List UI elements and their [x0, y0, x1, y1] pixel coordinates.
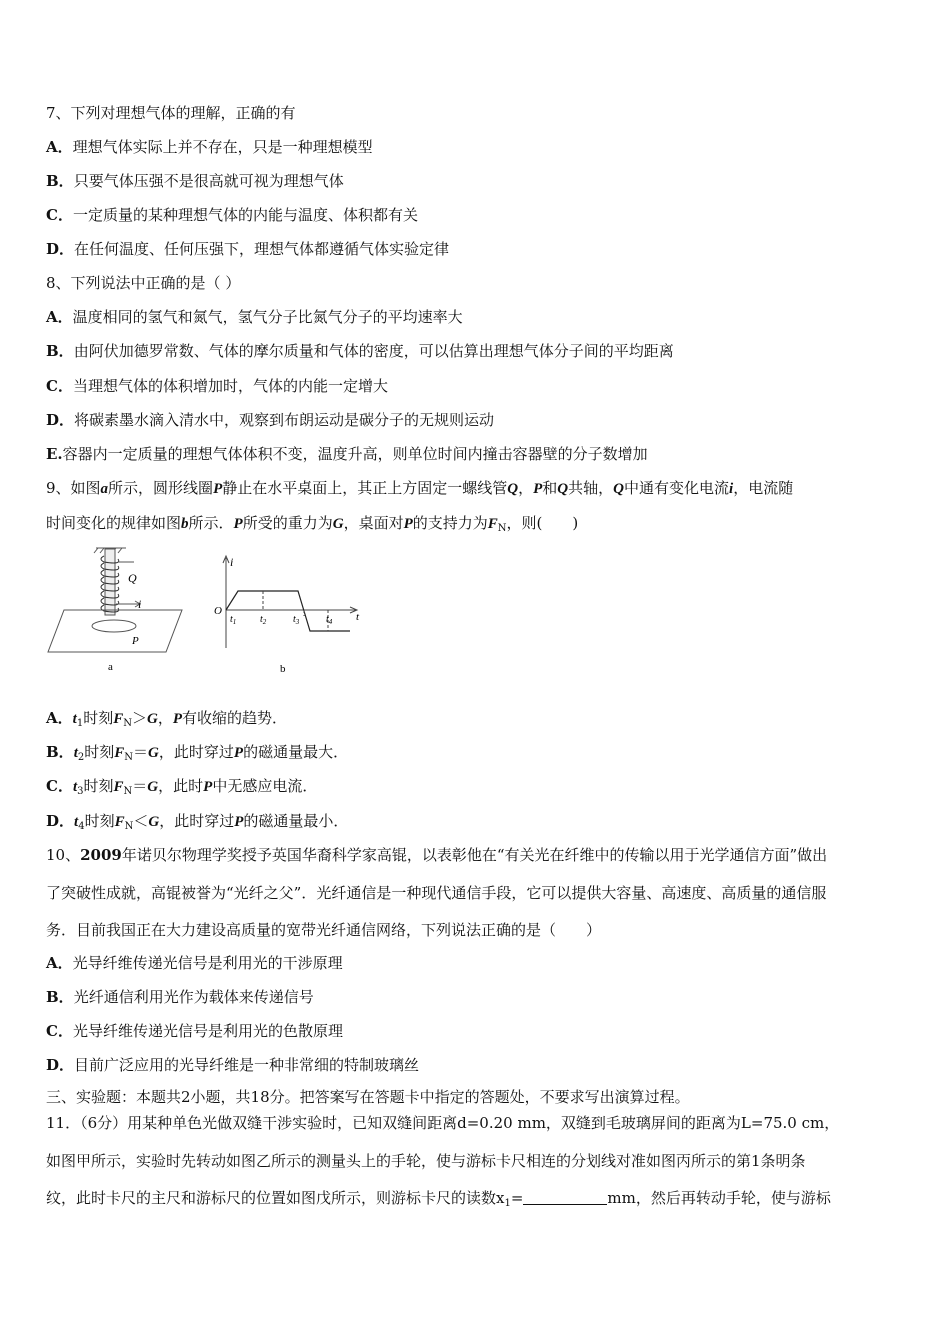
text-run: ，此时穿过	[158, 743, 234, 761]
subscript: 4	[78, 821, 85, 832]
text-run: 的磁通量最小．	[243, 812, 349, 830]
q10-option-c	[46, 1021, 908, 1041]
symbol-p: P	[403, 516, 413, 532]
text-run: ，电流随	[733, 479, 794, 497]
q11-stem-line-1: 11．（6分）用某种单色光做双缝干涉实验时，已知双缝间距离d=0.20 mm，双缝到毛玻璃屏间的距离为L=75.0 cm，	[46, 1114, 840, 1132]
option-letter: C．	[46, 1022, 73, 1040]
tick-t3-letter: t	[293, 614, 296, 625]
option-letter: C．	[46, 377, 73, 395]
option-text: 目前广泛应用的光导纤维是一种非常细的特制玻璃丝	[74, 1056, 420, 1074]
text-run: 时间变化的规律如图	[46, 514, 182, 532]
option-text: 将碳素墨水滴入清水中，观察到布朗运动是碳分子的无规则运动	[74, 411, 495, 429]
relation: ＝	[132, 777, 148, 795]
text-run: 的磁通量最大．	[243, 743, 349, 761]
symbol-p: P	[213, 481, 223, 497]
q7-option-d	[46, 239, 908, 259]
subscript-n: N	[123, 718, 132, 729]
option-text: 一定质量的某种理想气体的内能与温度、体积都有关	[72, 206, 418, 224]
origin-label: O	[214, 605, 222, 617]
text-run: 所受的重力为	[242, 514, 333, 532]
text-run: 中通有变化电流	[624, 479, 730, 497]
symbol-p: P	[533, 481, 543, 497]
q7-option-b	[46, 171, 908, 191]
option-text: 光纤通信利用光作为载体来传递信号	[73, 988, 314, 1006]
q8-option-e	[46, 444, 908, 464]
symbol-t: t	[72, 779, 78, 795]
tick-t2	[260, 614, 267, 626]
tick-t4-letter: t	[326, 614, 329, 625]
tick-t2-letter: t	[260, 614, 263, 625]
symbol-g: G	[332, 516, 344, 532]
symbol-p: P	[233, 745, 244, 761]
text-run: 中无感应电流．	[212, 777, 318, 795]
text-run: 有收缩的趋势．	[182, 709, 288, 727]
option-letter: B．	[46, 342, 74, 360]
label-i: i	[138, 597, 142, 611]
option-letter: A．	[46, 709, 73, 727]
symbol-p: P	[233, 516, 243, 532]
text-run: ，桌面对	[343, 514, 404, 532]
q10-option-b	[46, 987, 908, 1007]
text-run: ，	[157, 709, 173, 727]
label-p: P	[132, 635, 139, 647]
option-letter: A．	[46, 138, 73, 156]
symbol-p: P	[172, 711, 183, 727]
subscript-n: N	[124, 752, 134, 763]
q7-option-c	[46, 205, 908, 225]
subscript: 2	[77, 752, 85, 763]
q9-option-a	[46, 708, 908, 734]
symbol-g: G	[148, 814, 160, 830]
tick-t2-sub: 2	[262, 618, 267, 626]
axis-label-t: t	[356, 611, 360, 623]
option-text: 光导纤维传递光信号是利用光的色散原理	[72, 1022, 343, 1040]
option-letter: D．	[46, 812, 75, 830]
text-run: 和	[542, 479, 558, 497]
q9-stem-line-1	[46, 478, 908, 499]
symbol-f: F	[114, 814, 125, 830]
figure-a-drawing	[44, 546, 188, 678]
q9-option-b	[46, 742, 908, 768]
symbol-f: F	[113, 779, 124, 795]
option-text: 光导纤维传递光信号是利用光的干涉原理	[72, 954, 343, 972]
q9-stem-line-2	[46, 513, 908, 539]
q8-option-c	[46, 376, 908, 396]
q10-stem-line-2: 了突破性成就，高锟被誉为“光纤之父”．光纤通信是一种现代通信手段，它可以提供大容量、高速度、高质量的通信服	[46, 884, 827, 902]
q10-stem-line-1	[46, 845, 908, 865]
text-run: mm，然后再转动手轮，使与游标	[607, 1189, 831, 1207]
symbol-t: t	[73, 745, 78, 761]
text-run: 纹，此时卡尺的主尺和游标尺的位置如图戊所示，则游标卡尺的读数x	[46, 1189, 505, 1207]
symbol-t: t	[72, 711, 77, 727]
symbol-g: G	[148, 745, 159, 761]
text-run: ，	[518, 479, 534, 497]
figure-a	[44, 546, 188, 678]
option-letter: C．	[46, 206, 73, 224]
relation: ＝	[133, 743, 149, 761]
option-text: 由阿伏加德罗常数、气体的摩尔质量和气体的密度，可以估算出理想气体分子间的平均距离	[73, 342, 674, 360]
coil-p	[92, 620, 136, 632]
tick-t4-sub: 4	[328, 618, 333, 626]
q8-stem: 8、下列说法中正确的是（ ）	[46, 274, 241, 292]
option-text: 温度相同的氢气和氮气，氢气分子比氮气分子的平均速率大	[72, 308, 463, 326]
q7-option-a	[46, 137, 908, 157]
caption-b: b	[280, 663, 286, 675]
q10-option-d	[46, 1055, 908, 1075]
tick-t1-letter: t	[230, 614, 233, 625]
option-text: 理想气体实际上并不存在，只是一种理想模型	[72, 138, 373, 156]
subscript: 3	[77, 786, 84, 797]
q10-stem-line-3: 务．目前我国正在大力建设高质量的宽带光纤通信网络，下列说法正确的是（ ）	[46, 921, 602, 939]
option-text: 容器内一定质量的理想气体体积不变，温度升高，则单位时间内撞击容器壁的分子数增加	[62, 445, 648, 463]
subscript-n: N	[497, 523, 507, 534]
tick-t1-sub: 1	[232, 618, 237, 626]
year: 2009	[80, 846, 122, 864]
text-run: 的支持力为	[412, 514, 488, 532]
subscript-n: N	[124, 821, 134, 832]
subscript: 1	[504, 1198, 511, 1209]
symbol-f: F	[114, 745, 125, 761]
symbol-p: P	[234, 814, 244, 830]
figure-b	[206, 552, 366, 678]
text-run: 所示，圆形线圈	[108, 479, 214, 497]
text-run: 年诺贝尔物理学奖授予英国华裔科学家高锟，以表彰他在“有关光在纤维中的传输以用于光学通信方面”做出	[121, 846, 828, 864]
text-run: 静止在水平桌面上，其正上方固定一螺线管	[222, 479, 508, 497]
text-run: ，则( )	[506, 514, 579, 532]
q11-stem-line-3	[46, 1188, 908, 1214]
q10-option-a	[46, 953, 908, 973]
q8-option-b	[46, 341, 908, 361]
symbol-i: i	[729, 481, 734, 497]
symbol-g: G	[146, 711, 158, 727]
option-text: 只要气体压强不是很高就可视为理想气体	[73, 172, 344, 190]
relation: ＞	[131, 709, 147, 727]
option-letter: A．	[46, 308, 73, 326]
symbol-a: a	[100, 481, 109, 497]
answer-blank[interactable]	[523, 1190, 607, 1205]
q8-option-a	[46, 307, 908, 327]
text-run: ，此时穿过	[159, 812, 235, 830]
option-letter: D．	[46, 1056, 75, 1074]
text-run: 时刻	[83, 709, 114, 727]
q11-stem-line-2: 如图甲所示，实验时先转动如图乙所示的测量头上的手轮，使与游标卡尺相连的分划线对准如图丙所示的第1条明条	[46, 1152, 806, 1170]
text-run: 共轴，	[568, 479, 614, 497]
relation: ＜	[133, 812, 149, 830]
option-letter: B．	[46, 988, 74, 1006]
q8-option-d	[46, 410, 908, 430]
symbol-b: b	[181, 516, 189, 532]
symbol-t: t	[74, 814, 79, 830]
option-letter: A．	[46, 954, 73, 972]
q9-option-d	[46, 811, 908, 837]
text-run: 时刻	[84, 812, 115, 830]
option-letter: B．	[46, 172, 74, 190]
tick-t3-sub: 3	[295, 618, 300, 626]
label-q: Q	[128, 571, 137, 585]
section-3-heading: 三、实验题：本题共2小题，共18分。把答案写在答题卡中指定的答题处，不要求写出演算过程。	[46, 1088, 690, 1106]
q9-option-c	[46, 776, 908, 802]
subscript: 1	[76, 718, 84, 729]
option-letter: C．	[46, 777, 73, 795]
tick-t4	[326, 614, 333, 626]
tick-t1	[230, 614, 236, 626]
symbol-q: Q	[507, 481, 519, 497]
option-letter: B．	[46, 743, 74, 761]
table-surface	[48, 610, 182, 652]
text-run: ，此时	[158, 777, 204, 795]
question-number: 10、	[46, 846, 81, 864]
option-letter: D．	[46, 240, 75, 258]
figure-b-graph	[206, 552, 366, 678]
symbol-q: Q	[557, 481, 569, 497]
option-text: 当理想气体的体积增加时，气体的内能一定增大	[72, 377, 388, 395]
text-run: 9、如图	[46, 479, 101, 497]
text-run: =	[510, 1189, 524, 1207]
option-letter: D．	[46, 411, 75, 429]
text-run: 所示．	[188, 514, 234, 532]
option-text: 在任何温度、任何压强下，理想气体都遵循气体实验定律	[74, 240, 450, 258]
symbol-g: G	[147, 779, 159, 795]
symbol-f: F	[113, 711, 124, 727]
option-letter: E.	[46, 445, 63, 463]
symbol-p: P	[203, 779, 213, 795]
subscript-n: N	[123, 786, 133, 797]
q7-stem: 7、下列对理想气体的理解，正确的有	[46, 104, 296, 122]
symbol-q: Q	[613, 481, 624, 497]
text-run: 时刻	[84, 743, 115, 761]
symbol-f: F	[487, 516, 498, 532]
tick-t3	[293, 614, 300, 626]
caption-a: a	[108, 661, 113, 673]
axis-label-i: i	[230, 555, 234, 569]
text-run: 时刻	[83, 777, 114, 795]
